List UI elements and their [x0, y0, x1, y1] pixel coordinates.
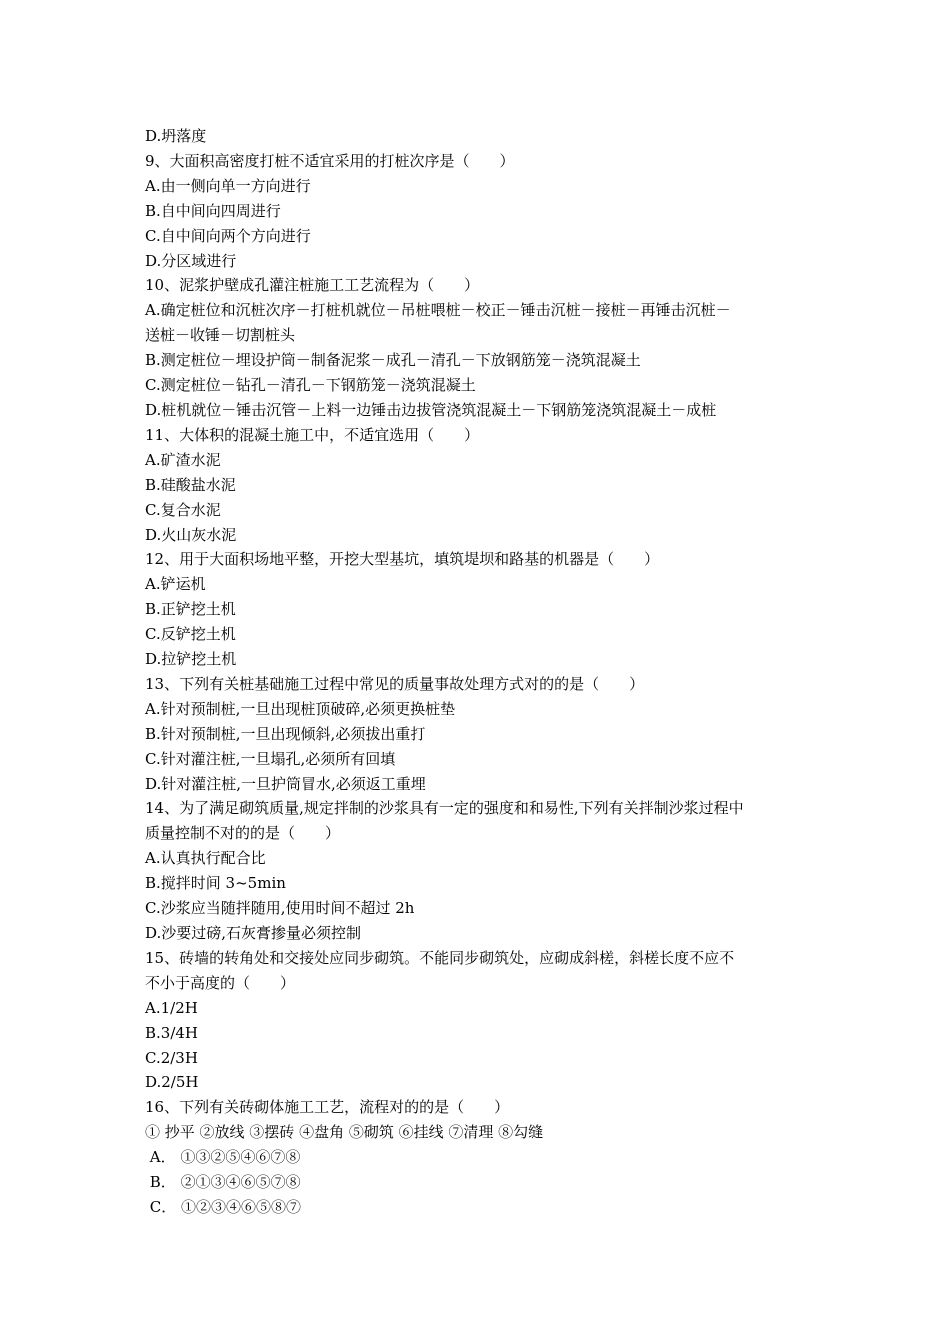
option-c-q14: C.沙浆应当随拌随用,使用时间不超过 2h [145, 899, 415, 918]
option-a-q16: A． ①③②⑤④⑥⑦⑧ [145, 1148, 301, 1167]
question-13: 13、下列有关桩基础施工过程中常见的质量事故处理方式对的的是（ ） [145, 674, 645, 693]
option-d-q13: D.针对灌注桩,一旦护筒冒水,必须返工重埋 [145, 774, 426, 793]
q16-step-list: ① 抄平 ②放线 ③摆砖 ④盘角 ⑤砌筑 ⑥挂线 ⑦清理 ⑧勾缝 [145, 1123, 544, 1142]
option-a-q12: A.铲运机 [145, 575, 206, 594]
option-c-q15: C.2/3H [145, 1048, 198, 1067]
option-d-q9: D.分区域进行 [145, 251, 237, 270]
option-c-q11: C.复合水泥 [145, 500, 221, 519]
option-c-q13: C.针对灌注桩,一旦塌孔,必须所有回填 [145, 749, 396, 768]
option-c-q16: C． ①②③④⑥⑤⑧⑦ [145, 1197, 302, 1216]
option-c-q10: C.测定桩位－钻孔－清孔－下钢筋笼－浇筑混凝土 [145, 376, 476, 395]
question-15-line1: 15、砖墙的转角处和交接处应同步砌筑。不能同步砌筑处，应砌成斜槎，斜槎长度不应不 [145, 948, 735, 967]
option-d-q11: D.火山灰水泥 [145, 525, 237, 544]
option-d-q15: D.2/5H [145, 1073, 199, 1092]
option-d-q14: D.沙要过磅,石灰膏掺量必须控制 [145, 924, 362, 942]
question-15-line2: 不小于高度的（ ） [145, 973, 296, 992]
option-a-q11: A.矿渣水泥 [145, 450, 221, 469]
option-b-q12: B.正铲挖土机 [145, 600, 236, 619]
option-d-q10: D.桩机就位－锤击沉管－上料一边锤击边拔管浇筑混凝土－下钢筋笼浇筑混凝土－成桩 [145, 400, 717, 419]
option-d-q12: D.拉铲挖土机 [145, 650, 237, 669]
option-d-q8: D.坍落度 [145, 127, 207, 145]
option-a-q10-line1: A.确定桩位和沉桩次序－打桩机就位－吊桩喂桩－校正－锤击沉桩－接桩－再锤击沉桩－ [145, 301, 731, 320]
option-a-q13: A.针对预制桩,一旦出现桩顶破碎,必须更换桩垫 [145, 699, 456, 718]
option-b-q14: B.搅拌时间 3~5min [145, 874, 286, 893]
question-11: 11、大体积的混凝土施工中，不适宜选用（ ） [145, 425, 480, 444]
option-b-q10: B.测定桩位－埋设护筒－制备泥浆－成孔－清孔－下放钢筋笼－浇筑混凝土 [145, 351, 641, 370]
option-a-q10-line2: 送桩－收锤－切割桩头 [145, 326, 296, 345]
question-14-line2: 质量控制不对的的是（ ） [145, 824, 341, 843]
question-16: 16、下列有关砖砌体施工工艺，流程对的的是（ ） [145, 1098, 510, 1117]
option-b-q13: B.针对预制桩,一旦出现倾斜,必须拔出重打 [145, 724, 426, 743]
option-a-q15: A.1/2H [145, 998, 198, 1017]
question-14-line1: 14、为了满足砌筑质量,规定拌制的沙浆具有一定的强度和和易性,下列有关拌制沙浆过程中 [145, 799, 744, 818]
option-b-q15: B.3/4H [145, 1023, 199, 1042]
option-b-q11: B.硅酸盐水泥 [145, 475, 236, 494]
option-c-q9: C.自中间向两个方向进行 [145, 226, 311, 245]
question-9: 9、大面积高密度打桩不适宜采用的打桩次序是（ ） [145, 151, 515, 170]
question-10: 10、泥浆护壁成孔灌注桩施工工艺流程为（ ） [145, 276, 480, 295]
option-b-q9: B.自中间向四周进行 [145, 201, 281, 220]
option-b-q16: B． ②①③④⑥⑤⑦⑧ [145, 1173, 301, 1192]
document-page [145, 124, 815, 1220]
option-a-q14: A.认真执行配合比 [145, 849, 266, 868]
question-12: 12、用于大面积场地平整，开挖大型基坑，填筑堤坝和路基的机器是（ ） [145, 550, 660, 569]
option-c-q12: C.反铲挖土机 [145, 625, 236, 644]
option-a-q9: A.由一侧向单一方向进行 [145, 176, 311, 195]
